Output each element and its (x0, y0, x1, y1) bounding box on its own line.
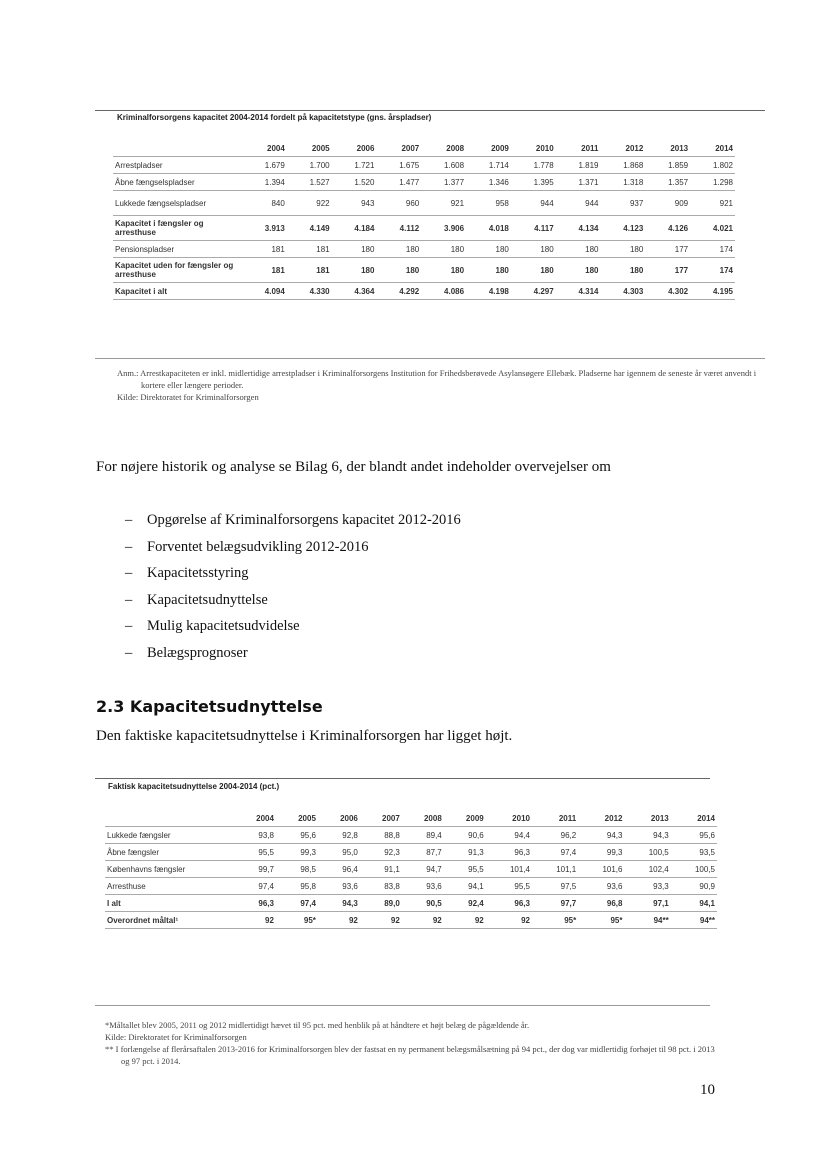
year-header: 2005 (276, 810, 318, 827)
table-cell: 180 (556, 241, 601, 258)
table-cell: 93,3 (624, 878, 670, 895)
table-cell: 94,3 (578, 827, 624, 844)
table-cell: 97,4 (234, 878, 276, 895)
table-cell: 1.298 (690, 174, 735, 191)
table-cell: 4.086 (421, 283, 466, 300)
table-cell: 96,3 (486, 895, 532, 912)
table-cell: 4.195 (690, 283, 735, 300)
table-cell: 92 (234, 912, 276, 929)
table-row (105, 827, 717, 844)
table-cell: 180 (601, 258, 646, 283)
table-row (113, 216, 735, 241)
year-header: 2012 (601, 140, 646, 157)
table-cell: 94,1 (671, 895, 717, 912)
table-cell: 4.094 (242, 283, 287, 300)
table-cell: 95,5 (234, 844, 276, 861)
table-cell: 92 (402, 912, 444, 929)
table-cell: 944 (556, 191, 601, 216)
table-cell: 180 (376, 258, 421, 283)
table-cell: 97,5 (532, 878, 578, 895)
list-item (125, 592, 268, 609)
table-cell: 91,3 (444, 844, 486, 861)
table-cell: 93,6 (402, 878, 444, 895)
table-cell: 1.819 (556, 157, 601, 174)
section-heading: 2.3 Kapacitetsudnyttelse (96, 697, 323, 716)
table-cell: 921 (421, 191, 466, 216)
table-cell: 95* (276, 912, 318, 929)
table-cell: 922 (287, 191, 332, 216)
table-cell: 92,8 (318, 827, 360, 844)
table1-note-anm: Anm.: Arrestkapaciteten er inkl. midlertidige arrestpladser i Kriminalforsorgens Institution for Frihedsberøvede Asylansøgere Ellebæk. Pladserne har igennem de seneste år været anvendt i kortere eller længere perioder. (117, 368, 757, 390)
page-number: 10 (700, 1082, 715, 1098)
table-cell: 93,8 (234, 827, 276, 844)
table-cell: 180 (556, 258, 601, 283)
table-cell: 1.778 (511, 157, 556, 174)
table-cell: 95,0 (318, 844, 360, 861)
table-cell: 95,5 (444, 861, 486, 878)
table-cell: 1.608 (421, 157, 466, 174)
paragraph-bilag: For nøjere historik og analyse se Bilag 6, der blandt andet indeholder overvejelser om (96, 459, 611, 475)
table-cell: 94,3 (624, 827, 670, 844)
year-header: 2005 (287, 140, 332, 157)
table-cell: 960 (376, 191, 421, 216)
table-cell: 96,3 (234, 895, 276, 912)
table-cell: 4.330 (287, 283, 332, 300)
header-row (105, 810, 717, 827)
table-cell: 1.802 (690, 157, 735, 174)
table-cell: 840 (242, 191, 287, 216)
table-cell: 100,5 (671, 861, 717, 878)
table-cell: 181 (242, 258, 287, 283)
list-item-text: Kapacitetsstyring (147, 565, 249, 581)
table-cell: 94,4 (486, 827, 532, 844)
table-row (113, 283, 735, 300)
table-cell: 180 (332, 258, 377, 283)
table-cell: 89,0 (360, 895, 402, 912)
row-label: Kapacitet uden for fængsler og arresthuse (113, 258, 242, 283)
table-cell: 93,6 (578, 878, 624, 895)
list-item (125, 512, 461, 529)
table-cell: 1.520 (332, 174, 377, 191)
table-cell: 180 (511, 258, 556, 283)
table-cell: 90,5 (402, 895, 444, 912)
table-cell: 93,6 (318, 878, 360, 895)
year-header: 2010 (486, 810, 532, 827)
table-cell: 96,8 (578, 895, 624, 912)
year-header: 2013 (645, 140, 690, 157)
table-cell: 96,4 (318, 861, 360, 878)
list-item (125, 618, 300, 635)
table-cell: 180 (376, 241, 421, 258)
table-row (105, 861, 717, 878)
row-label: Lukkede fængselspladser (113, 191, 242, 216)
table-cell: 177 (645, 258, 690, 283)
table-cell: 96,2 (532, 827, 578, 844)
table-cell: 100,5 (624, 844, 670, 861)
table-cell: 95,8 (276, 878, 318, 895)
list-item (125, 645, 248, 662)
table-cell: 181 (287, 241, 332, 258)
paragraph-utilization: Den faktiske kapacitetsudnyttelse i Kriminalforsorgen har ligget højt. (96, 728, 513, 744)
table-cell: 180 (332, 241, 377, 258)
table-cell: 4.134 (556, 216, 601, 241)
year-header: 2006 (332, 140, 377, 157)
row-label: Åbne fængselspladser (113, 174, 242, 191)
table-cell: 1.675 (376, 157, 421, 174)
table-cell: 99,7 (234, 861, 276, 878)
table-cell: 1.377 (421, 174, 466, 191)
table-cell: 1.394 (242, 174, 287, 191)
list-item (125, 565, 248, 582)
table-cell: 95,6 (671, 827, 717, 844)
table-cell: 4.184 (332, 216, 377, 241)
table-row (105, 912, 717, 929)
year-header: 2008 (421, 140, 466, 157)
year-header: 2008 (402, 810, 444, 827)
year-header: 2010 (511, 140, 556, 157)
list-item (125, 539, 369, 556)
year-header: 2007 (376, 140, 421, 157)
table-cell: 92 (486, 912, 532, 929)
year-header: 2012 (578, 810, 624, 827)
table-cell: 4.112 (376, 216, 421, 241)
table-cell: 95* (578, 912, 624, 929)
table-cell: 94,1 (444, 878, 486, 895)
list-item-text: Forventet belægsudvikling 2012-2016 (147, 538, 369, 555)
table-cell: 4.198 (466, 283, 511, 300)
list-dash: – (125, 565, 133, 581)
table-cell: 1.371 (556, 174, 601, 191)
table-cell: 94** (671, 912, 717, 929)
table-cell: 4.314 (556, 283, 601, 300)
row-label: Kapacitet i alt (113, 283, 242, 300)
table-cell: 4.126 (645, 216, 690, 241)
table1-note (117, 367, 757, 403)
table-cell: 101,4 (486, 861, 532, 878)
table-cell: 3.913 (242, 216, 287, 241)
table-cell: 1.859 (645, 157, 690, 174)
table1-bottom-rule (95, 358, 765, 359)
table-cell: 937 (601, 191, 646, 216)
table1-note-source: Kilde: Direktoratet for Kriminalforsorgen (117, 392, 259, 402)
year-header: 2011 (532, 810, 578, 827)
table-cell: 3.906 (421, 216, 466, 241)
table-cell: 102,4 (624, 861, 670, 878)
table-cell: 181 (287, 258, 332, 283)
table2-note-source: Kilde: Direktoratet for Kriminalforsorgen (105, 1032, 247, 1042)
header-row (113, 140, 735, 157)
table-cell: 181 (242, 241, 287, 258)
header-corner (113, 140, 242, 157)
table-cell: 1.477 (376, 174, 421, 191)
table-cell: 94,3 (318, 895, 360, 912)
table-cell: 4.123 (601, 216, 646, 241)
table-cell: 180 (421, 258, 466, 283)
table-cell: 94** (624, 912, 670, 929)
table-cell: 97,1 (624, 895, 670, 912)
table-cell: 101,1 (532, 861, 578, 878)
table-cell: 174 (690, 258, 735, 283)
table-cell: 1.721 (332, 157, 377, 174)
table2-notes (105, 1019, 715, 1067)
table-cell: 92 (444, 912, 486, 929)
table-cell: 180 (601, 241, 646, 258)
table-cell: 4.021 (690, 216, 735, 241)
list-item-text: Mulig kapacitetsudvidelse (147, 618, 300, 634)
utilization-table (105, 810, 717, 929)
table1-title: Kriminalforsorgens kapacitet 2004-2014 fordelt på kapacitetstype (gns. årspladser) (117, 113, 432, 122)
list-dash: – (125, 538, 133, 555)
table2-title: Faktisk kapacitetsudnyttelse 2004-2014 (pct.) (108, 782, 280, 791)
row-label: Pensionspladser (113, 241, 242, 258)
table-cell: 921 (690, 191, 735, 216)
table-row (105, 895, 717, 912)
table-cell: 92,3 (360, 844, 402, 861)
table-row (113, 174, 735, 191)
table-cell: 99,3 (578, 844, 624, 861)
list-item-text: Belægsprognoser (147, 644, 248, 661)
table-cell: 90,6 (444, 827, 486, 844)
year-header: 2014 (671, 810, 717, 827)
table-cell: 4.303 (601, 283, 646, 300)
table-cell: 101,6 (578, 861, 624, 878)
table-cell: 1.714 (466, 157, 511, 174)
table-cell: 4.302 (645, 283, 690, 300)
table-cell: 1.346 (466, 174, 511, 191)
year-header: 2004 (242, 140, 287, 157)
table-cell: 97,7 (532, 895, 578, 912)
table-cell: 180 (466, 258, 511, 283)
table-cell: 958 (466, 191, 511, 216)
table-cell: 4.364 (332, 283, 377, 300)
table-cell: 97,4 (276, 895, 318, 912)
table-row (113, 191, 735, 216)
year-header: 2013 (624, 810, 670, 827)
table-cell: 180 (421, 241, 466, 258)
table-cell: 4.117 (511, 216, 556, 241)
list-item-text: Opgørelse af Kriminalforsorgens kapacitet 2012-2016 (147, 512, 461, 528)
table-cell: 96,3 (486, 844, 532, 861)
row-label: Åbne fængsler (105, 844, 234, 861)
table-cell: 92,4 (444, 895, 486, 912)
list-dash: – (125, 644, 133, 661)
year-header: 2011 (556, 140, 601, 157)
table-cell: 177 (645, 241, 690, 258)
table-cell: 4.297 (511, 283, 556, 300)
table-cell: 4.018 (466, 216, 511, 241)
year-header: 2004 (234, 810, 276, 827)
list-dash: – (125, 591, 133, 608)
table-cell: 1.700 (287, 157, 332, 174)
table-cell: 88,8 (360, 827, 402, 844)
table-cell: 1.868 (601, 157, 646, 174)
table-row (113, 241, 735, 258)
row-label: Kapacitet i fængsler og arresthuse (113, 216, 242, 241)
row-label: Københavns fængsler (105, 861, 234, 878)
table-cell: 174 (690, 241, 735, 258)
table-cell: 1.395 (511, 174, 556, 191)
table-row (105, 878, 717, 895)
table2-top-rule (95, 778, 710, 779)
year-header: 2007 (360, 810, 402, 827)
table-cell: 1.318 (601, 174, 646, 191)
year-header: 2006 (318, 810, 360, 827)
table-cell: 1.357 (645, 174, 690, 191)
table-cell: 943 (332, 191, 377, 216)
table-cell: 4.149 (287, 216, 332, 241)
table2-note-agreement: ** I forlængelse af flerårsaftalen 2013-2016 for Kriminalforsorgen blev der fastsat en ny permanent belægsmålsætning på 94 pct., der dog var midlertidig forhøjet til 98 pct. i 2013 og 97 pct. i 2014. (105, 1044, 715, 1066)
table-cell: 83,8 (360, 878, 402, 895)
table-cell: 94,7 (402, 861, 444, 878)
table-cell: 95,6 (276, 827, 318, 844)
header-corner (105, 810, 234, 827)
row-label: Lukkede fængsler (105, 827, 234, 844)
year-header: 2009 (444, 810, 486, 827)
list-dash: – (125, 512, 133, 528)
table-cell: 99,3 (276, 844, 318, 861)
table2-note-target: *Måltallet blev 2005, 2011 og 2012 midlertidigt hævet til 95 pct. med henblik på at håndtere et højt belæg de pågældende år. (105, 1020, 530, 1030)
table-cell: 180 (511, 241, 556, 258)
table-cell: 944 (511, 191, 556, 216)
table-cell: 1.679 (242, 157, 287, 174)
table-cell: 90,9 (671, 878, 717, 895)
table-cell: 98,5 (276, 861, 318, 878)
table2-bottom-rule (95, 1005, 710, 1006)
table-cell: 93,5 (671, 844, 717, 861)
table-cell: 92 (318, 912, 360, 929)
table1-top-rule (95, 110, 765, 111)
table-row (113, 258, 735, 283)
table-cell: 95* (532, 912, 578, 929)
row-label: I alt (105, 895, 234, 912)
capacity-table (113, 140, 735, 300)
table-cell: 97,4 (532, 844, 578, 861)
table-row (113, 157, 735, 174)
list-dash: – (125, 618, 133, 634)
year-header: 2014 (690, 140, 735, 157)
table-row (105, 844, 717, 861)
list-item-text: Kapacitetsudnyttelse (147, 591, 268, 608)
table-cell: 180 (466, 241, 511, 258)
row-label: Arresthuse (105, 878, 234, 895)
table-cell: 92 (360, 912, 402, 929)
table-cell: 91,1 (360, 861, 402, 878)
table-cell: 909 (645, 191, 690, 216)
table-cell: 1.527 (287, 174, 332, 191)
year-header: 2009 (466, 140, 511, 157)
table-cell: 87,7 (402, 844, 444, 861)
row-label: Overordnet måltal¹ (105, 912, 234, 929)
table-cell: 4.292 (376, 283, 421, 300)
table-cell: 89,4 (402, 827, 444, 844)
row-label: Arrestpladser (113, 157, 242, 174)
table-cell: 95,5 (486, 878, 532, 895)
